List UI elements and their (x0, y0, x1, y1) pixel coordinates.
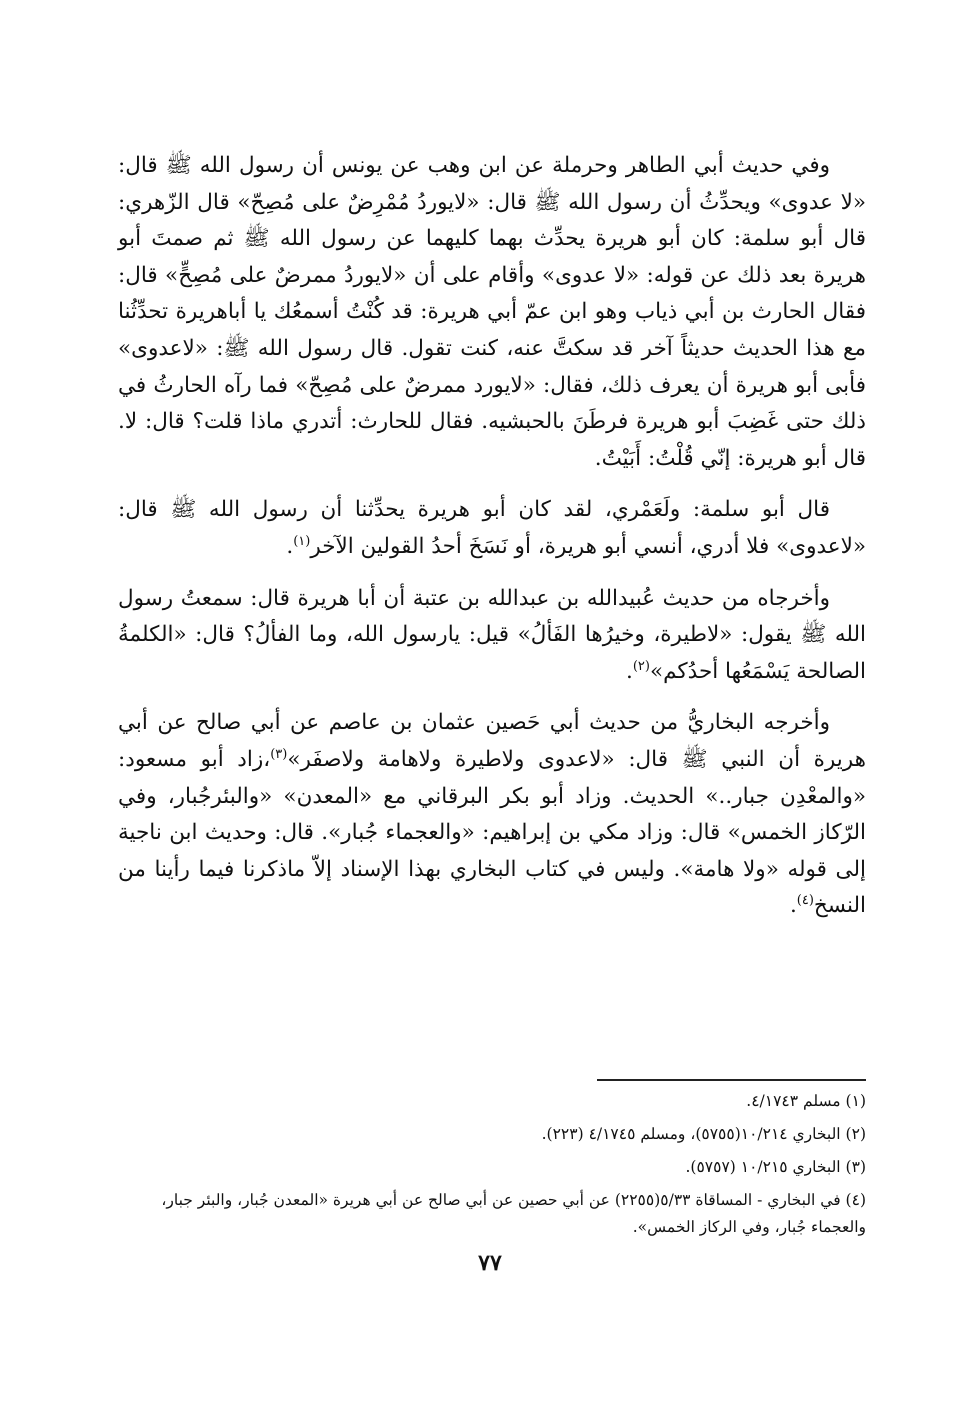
footnotes (118, 1088, 866, 1247)
footnote-marker: (١) (845, 1092, 866, 1110)
footnote-2 (118, 1121, 866, 1148)
footnote-4 (118, 1187, 866, 1241)
footnote-1 (118, 1088, 866, 1115)
footnote-separator (597, 1079, 866, 1081)
footnote-text: البخاري ١٠/٢١٥ (٥٧٥٧). (685, 1158, 841, 1176)
page-number: ٧٧ (478, 1250, 502, 1276)
footnote-text: مسلم ٤/١٧٤٣. (746, 1092, 841, 1110)
paragraph-4-text: وأخرجه البخاريُّ من حديث أبي حَصين عثمان بن عاصم عن أبي صالح عن أبي هريرة أن النبي ﷺ قال: «لاعدوى ولاطيرة ولاهامة ولاصفَر» (118, 710, 866, 772)
footnote-marker: (٢) (845, 1125, 866, 1143)
footnote-text: في البخاري - المساقاة ٥/٣٣(٢٢٥٥) عن أبي حصين عن أبي صالح عن أبي هريرة «المعدن جُبار، والبئر جبار، والعجماء جُبار، وفي الركاز الخمس». (161, 1191, 866, 1236)
paragraph-3-end: . (625, 658, 633, 684)
paragraph-3-text: وأخرجاه من حديث عُبيدالله بن عبدالله بن عتبة أن أبا هريرة قال: سمعتُ رسول الله ﷺ يقول: «لاطيرة، وخيرُها الفَألُ» قيل: يارسول الله، وما الفألُ؟ قال: «الكلمةُ الصالحة يَسْمَعُها أحدُكم» (118, 585, 866, 684)
footnote-text: البخاري ١٠/٢١٤(٥٧٥٥)، ومسلم ٤/١٧٤٥ (٢٢٣). (541, 1125, 841, 1143)
paragraph-2 (118, 492, 866, 565)
footnote-ref-4: (٤) (796, 893, 814, 909)
footnote-marker: (٤) (845, 1191, 866, 1209)
paragraph-2-end: . (286, 533, 294, 559)
paragraph-4-end: . (789, 893, 797, 919)
paragraph-1: وفي حديث أبي الطاهر وحرملة عن ابن وهب عن يونس أن رسول الله ﷺ قال: «لا عدوى» ويحدِّثُ أن رسول الله ﷺ قال: «لايوردُ مُمْرِضٌ على مُصِحّ» قال الزّهري: قال أبو سلمة: كان أبو هريرة يحدِّث بهما كليهما عن رسول الله ﷺ ثم صمتَ أبو هريرة بعد ذلك عن قوله: «لا عدوى» وأقام على أن «لايوردُ ممرضٌ على مُصِحٍّ» قال: فقال الحارث بن أبي ذياب وهو ابن عمّ أبي هريرة: قد كُنْتُ أسمعُك يا أباهريرة تحدِّثُنا مع هذا الحديث حديثاً آخر قد سكتَّ عنه، كنت تقول. قال رسول الله ﷺ: «لاعدوى» فأبى أبو هريرة أن يعرف ذلك، فقال: «لايورد ممرضٌ على مُصِحّ» فما رآه الحارثُ في ذلك حتى غَضِبَ أبو هريرة فرطَنَ بالحبشيه. فقال للحارث: أتدري ماذا قلت؟ قال: لا. قال أبو هريرة: إنّي قُلْتُ: أَبَيْتُ. (118, 153, 866, 471)
main-text (118, 148, 866, 940)
footnote-marker: (٣) (845, 1158, 866, 1176)
footnote-ref-2: (٢) (632, 658, 650, 674)
paragraph-4 (118, 705, 866, 925)
footnote-ref-3: (٣) (270, 746, 288, 762)
footnote-ref-1: (١) (293, 533, 311, 549)
paragraph-3 (118, 581, 866, 691)
paragraph-4-continuation: ،زاد أبو مسعود: «والمعْدِن جبار..» الحديث. وزاد أبو بكر البرقاني مع «المعدن» «والبئرجُبار، وفي الرّكاز الخمس» قال: وزاد مكي بن إبراهيم: «والعجماء جُبار». قال: وحديث ابن ناجية إلى قوله «ولا هامة». وليس في كتاب البخاري بهذا الإسناد إلاّ ماذكرنا فيما رأينا من النسخ (118, 746, 866, 919)
paragraph-2-text: قال أبو سلمة: ولَعَمْري، لقد كان أبو هريرة يحدِّثنا أن رسول الله ﷺ قال: «لاعدوى» فلا أدري، أنسي أبو هريرة، أو نَسَخَ أحدُ القولين الآخر (118, 497, 866, 559)
footnote-3 (118, 1154, 866, 1181)
